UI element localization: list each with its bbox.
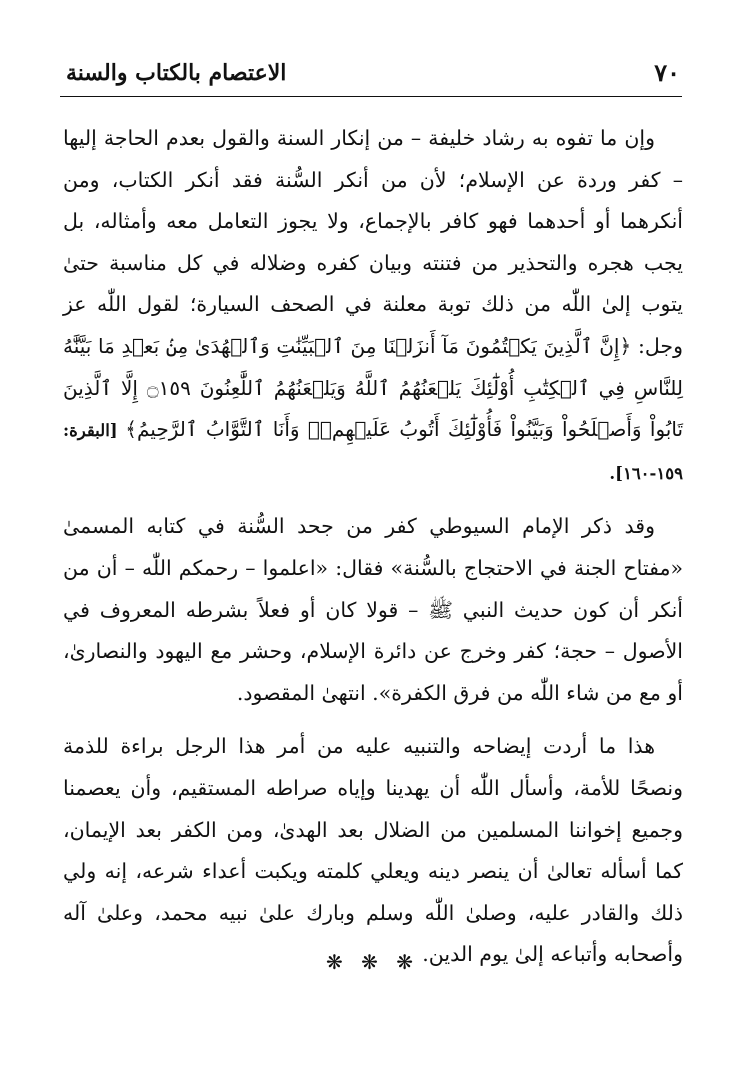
paragraph-2: وقد ذكر الإمام السيوطي كفر من جحد السُّنة في كتابه المسمىٰ «مفتاح الجنة في الاحتجاج بالسُّنة» فقال: «اعلموا – رحمكم اللّٰه – أن من أنكر أن كون حديث النبي ﷺ – قولا كان أو فعلاً بشرطه المعروف في الأصول – حجة؛ كفر وخرج عن دائرة الإسلام، وحشر مع اليهود والنصارىٰ، أو مع من شاء اللّٰه من فرق الكفرة». انتهىٰ المقصود. [63, 514, 683, 705]
paragraph-1-text: وإن ما تفوه به رشاد خليفة – من إنكار السنة والقول بعدم الحاجة إليها – كفر وردة عن الإسلام؛ لأن من أنكر السُّنة فقد أنكر الكتاب، ومن أنكرهما أو أحدهما فهو كافر بالإجماع، ولا يجوز التعامل معه وأمثاله، بل يجب هجره والتحذير من فتنته وبيان كفره وضلاله في كل مناسبة حتىٰ يتوب إلىٰ اللّٰه من ذلك توبة معلنة في الصحف السيارة؛ لقول اللّٰه عز وجل: [63, 126, 683, 358]
header-rule [60, 96, 682, 97]
quran-verse: ﴿إِنَّ ٱلَّذِينَ يَكۡتُمُونَ مَآ أَنزَلۡنَا مِنَ ٱلۡبَيِّنَٰتِ وَٱلۡهُدَىٰ مِنۢ بَعۡدِ مَا بَيَّنَّٰهُ لِلنَّاسِ فِي ٱلۡكِتَٰبِ أُوْلَٰٓئِكَ يَلۡعَنُهُمُ ٱللَّهُ وَيَلۡعَنُهُمُ ٱللَّٰعِنُونَ ۝١٥٩ إِلَّا ٱلَّذِينَ تَابُواْ وَأَصۡلَحُواْ وَبَيَّنُواْ فَأُوْلَٰٓئِكَ أَتُوبُ عَلَيۡهِمۡۚ وَأَنَا ٱلتَّوَّابُ ٱلرَّحِيمُ﴾ [63, 333, 684, 442]
section-separator: ❋ ❋ ❋ [326, 950, 419, 974]
running-title: الاعتصام بالكتاب والسنة [66, 60, 287, 86]
page-body [63, 118, 683, 976]
verse-citation: [البقرة: ١٥٩-١٦٠]. [63, 421, 683, 483]
paragraph-3: هذا ما أردت إيضاحه والتنبيه عليه من أمر هذا الرجل براءة للذمة ونصحًا للأمة، وأسأل اللّٰه أن يهدينا وإياه صراطه المستقيم، وأن يعصمنا وجميع إخواننا المسلمين من الضلال بعد الهدىٰ، ومن الكفر بعد الإيمان، كما أسأله تعالىٰ أن ينصر دينه ويعلي كلمته ويكبت أعداء شرعه، إنه ولي ذلك والقادر عليه، وصلىٰ اللّٰه وسلم وبارك علىٰ نبيه محمد، وعلىٰ آله وأصحابه وأتباعه إلىٰ يوم الدين. [63, 734, 683, 967]
page-number: ٧٠ [654, 58, 680, 87]
paragraph-1 [63, 118, 683, 494]
page-header [66, 56, 680, 96]
